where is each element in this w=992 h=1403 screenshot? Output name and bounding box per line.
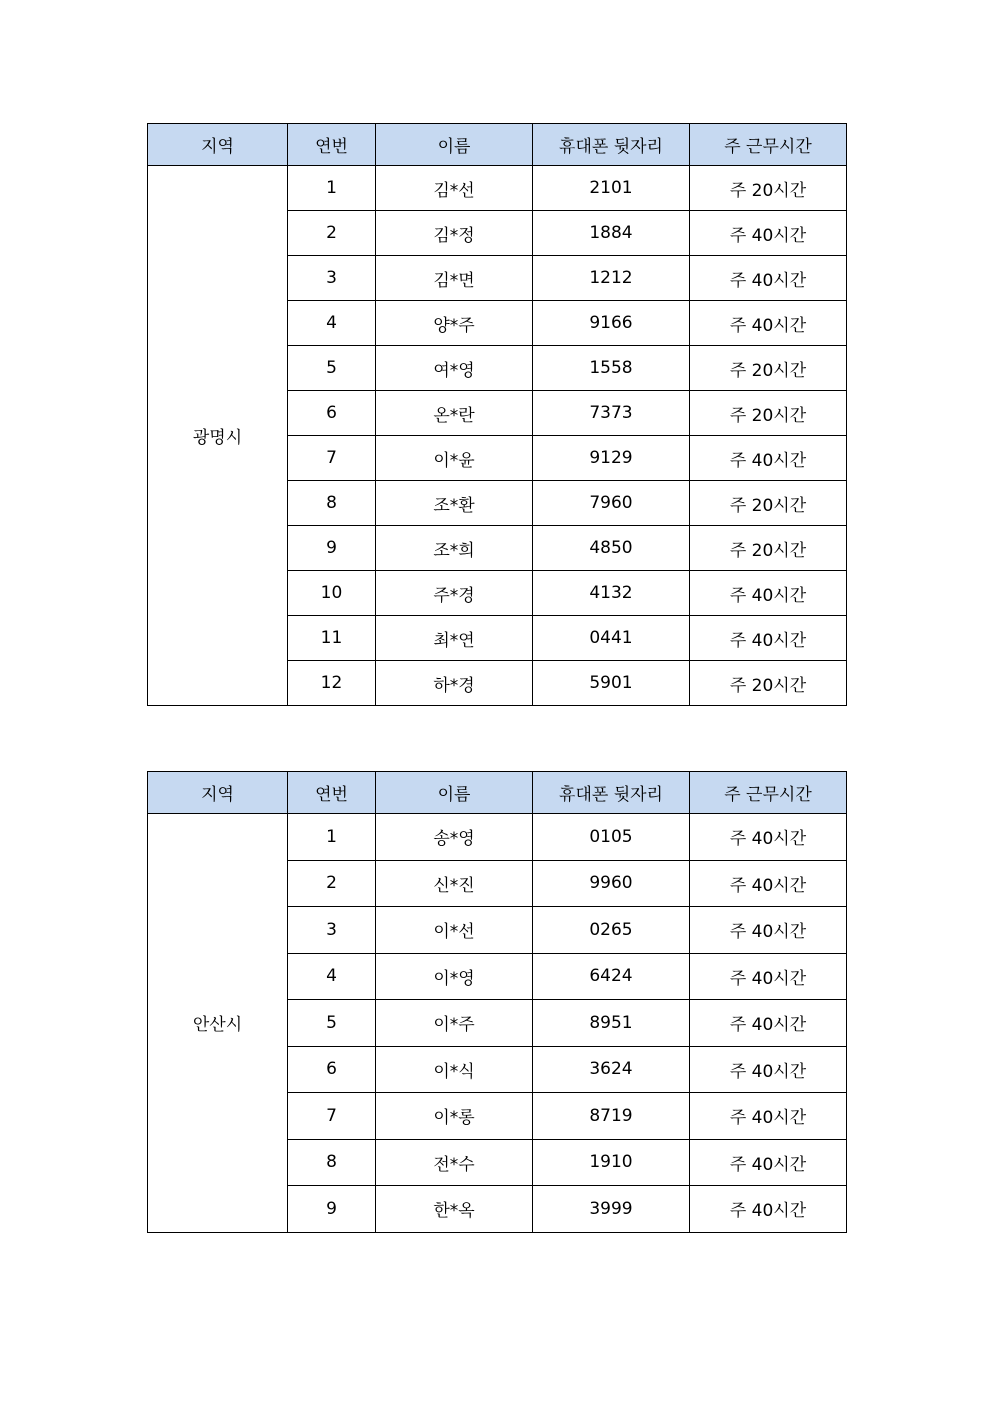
header-row: [148, 124, 847, 166]
cell-weekly-hours: 주 40시간: [690, 907, 847, 954]
cell-phone-last-digits: 0265: [533, 907, 690, 954]
cell-weekly-hours: 주 40시간: [690, 860, 847, 907]
cell-weekly-hours: 주 40시간: [690, 301, 847, 346]
cell-name: 양*주: [376, 301, 533, 346]
cell-serial: 6: [288, 391, 376, 436]
cell-name: 하*경: [376, 661, 533, 706]
cell-serial: 1: [288, 166, 376, 211]
cell-weekly-hours: 주 40시간: [690, 436, 847, 481]
header-region: 지역: [148, 772, 288, 814]
header-phone-last-digits: 휴대폰 뒷자리: [533, 124, 690, 166]
cell-phone-last-digits: 9960: [533, 860, 690, 907]
cell-name: 이*선: [376, 907, 533, 954]
cell-phone-last-digits: 8719: [533, 1093, 690, 1140]
cell-weekly-hours: 주 20시간: [690, 346, 847, 391]
header-region: 지역: [148, 124, 288, 166]
cell-weekly-hours: 주 20시간: [690, 481, 847, 526]
cell-serial: 10: [288, 571, 376, 616]
header-serial: 연번: [288, 124, 376, 166]
cell-name: 조*환: [376, 481, 533, 526]
cell-phone-last-digits: 8951: [533, 1000, 690, 1047]
cell-phone-last-digits: 4132: [533, 571, 690, 616]
cell-region: 안산시: [148, 814, 288, 1233]
cell-phone-last-digits: 2101: [533, 166, 690, 211]
cell-weekly-hours: 주 20시간: [690, 166, 847, 211]
cell-weekly-hours: 주 40시간: [690, 1186, 847, 1233]
cell-serial: 7: [288, 436, 376, 481]
cell-serial: 7: [288, 1093, 376, 1140]
cell-name: 김*정: [376, 211, 533, 256]
cell-serial: 5: [288, 1000, 376, 1047]
cell-phone-last-digits: 1910: [533, 1139, 690, 1186]
cell-serial: 12: [288, 661, 376, 706]
header-weekly-hours: 주 근무시간: [690, 772, 847, 814]
cell-name: 신*진: [376, 860, 533, 907]
header-phone-last-digits: 휴대폰 뒷자리: [533, 772, 690, 814]
header-serial: 연번: [288, 772, 376, 814]
cell-weekly-hours: 주 40시간: [690, 211, 847, 256]
cell-weekly-hours: 주 20시간: [690, 526, 847, 571]
cell-region: 광명시: [148, 166, 288, 706]
cell-name: 이*식: [376, 1046, 533, 1093]
cell-serial: 5: [288, 346, 376, 391]
cell-weekly-hours: 주 40시간: [690, 1000, 847, 1047]
cell-serial: 3: [288, 256, 376, 301]
cell-serial: 4: [288, 953, 376, 1000]
header-name: 이름: [376, 772, 533, 814]
table-body: [148, 166, 847, 706]
table-row: [148, 814, 847, 861]
cell-phone-last-digits: 3624: [533, 1046, 690, 1093]
cell-weekly-hours: 주 40시간: [690, 256, 847, 301]
cell-weekly-hours: 주 40시간: [690, 814, 847, 861]
cell-name: 이*주: [376, 1000, 533, 1047]
cell-phone-last-digits: 5901: [533, 661, 690, 706]
cell-serial: 11: [288, 616, 376, 661]
cell-phone-last-digits: 4850: [533, 526, 690, 571]
header-row: [148, 772, 847, 814]
cell-phone-last-digits: 1212: [533, 256, 690, 301]
cell-phone-last-digits: 1884: [533, 211, 690, 256]
cell-weekly-hours: 주 20시간: [690, 391, 847, 436]
cell-serial: 2: [288, 860, 376, 907]
staff-table-gwangmyeong: [147, 123, 847, 706]
cell-weekly-hours: 주 40시간: [690, 1046, 847, 1093]
cell-name: 전*수: [376, 1139, 533, 1186]
cell-serial: 8: [288, 481, 376, 526]
cell-phone-last-digits: 6424: [533, 953, 690, 1000]
cell-weekly-hours: 주 40시간: [690, 1093, 847, 1140]
cell-name: 이*윤: [376, 436, 533, 481]
cell-name: 주*경: [376, 571, 533, 616]
cell-serial: 9: [288, 526, 376, 571]
cell-serial: 8: [288, 1139, 376, 1186]
cell-phone-last-digits: 9166: [533, 301, 690, 346]
cell-name: 김*면: [376, 256, 533, 301]
cell-phone-last-digits: 0441: [533, 616, 690, 661]
cell-phone-last-digits: 7373: [533, 391, 690, 436]
cell-name: 최*연: [376, 616, 533, 661]
cell-name: 여*영: [376, 346, 533, 391]
cell-name: 한*옥: [376, 1186, 533, 1233]
cell-name: 조*희: [376, 526, 533, 571]
cell-weekly-hours: 주 40시간: [690, 571, 847, 616]
cell-weekly-hours: 주 20시간: [690, 661, 847, 706]
cell-phone-last-digits: 7960: [533, 481, 690, 526]
cell-phone-last-digits: 0105: [533, 814, 690, 861]
cell-name: 이*롱: [376, 1093, 533, 1140]
cell-weekly-hours: 주 40시간: [690, 953, 847, 1000]
table-row: [148, 166, 847, 211]
cell-phone-last-digits: 9129: [533, 436, 690, 481]
cell-phone-last-digits: 3999: [533, 1186, 690, 1233]
table-body: [148, 814, 847, 1233]
cell-serial: 6: [288, 1046, 376, 1093]
cell-name: 온*란: [376, 391, 533, 436]
cell-serial: 1: [288, 814, 376, 861]
cell-serial: 2: [288, 211, 376, 256]
cell-serial: 4: [288, 301, 376, 346]
header-name: 이름: [376, 124, 533, 166]
cell-serial: 9: [288, 1186, 376, 1233]
cell-serial: 3: [288, 907, 376, 954]
cell-name: 이*영: [376, 953, 533, 1000]
cell-weekly-hours: 주 40시간: [690, 616, 847, 661]
header-weekly-hours: 주 근무시간: [690, 124, 847, 166]
cell-weekly-hours: 주 40시간: [690, 1139, 847, 1186]
cell-name: 송*영: [376, 814, 533, 861]
cell-name: 김*선: [376, 166, 533, 211]
staff-table-ansan: [147, 771, 847, 1233]
cell-phone-last-digits: 1558: [533, 346, 690, 391]
